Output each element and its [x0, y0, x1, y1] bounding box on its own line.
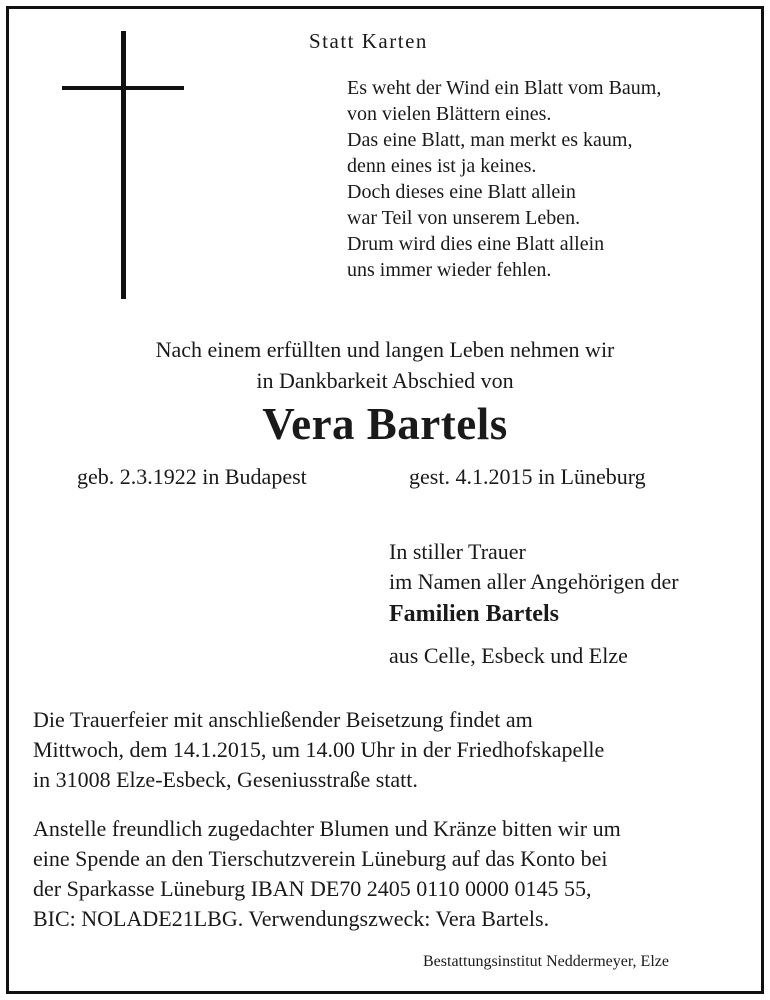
poem-line: Das eine Blatt, man merkt es kaum,	[347, 129, 633, 151]
ceremony-paragraph	[33, 705, 604, 795]
ceremony-line: Mittwoch, dem 14.1.2015, um 14.00 Uhr in der Friedhofskapelle	[33, 737, 605, 762]
mourners-line: im Namen aller Angehörigen der	[389, 569, 679, 594]
intro-line: in Dankbarkeit Abschied von	[256, 368, 514, 393]
donation-line: eine Spende an den Tierschutzverein Lüneburg auf das Konto bei	[33, 846, 608, 871]
birth-info: geb. 2.3.1922 in Budapest	[77, 464, 307, 489]
poem-line: uns immer wieder fehlen.	[347, 259, 552, 281]
poem	[347, 75, 661, 283]
statt-karten-heading: Statt Karten	[309, 29, 428, 53]
poem-line: von vielen Blättern eines.	[347, 103, 552, 125]
poem-line: Doch dieses eine Blatt allein	[347, 181, 576, 203]
poem-line: denn eines ist ja keines.	[347, 155, 537, 177]
donation-line: Anstelle freundlich zugedachter Blumen und Kränze bitten wir um	[33, 816, 621, 841]
death-info: gest. 4.1.2015 in Lüneburg	[409, 464, 646, 489]
cross-icon-bar	[62, 86, 184, 90]
poem-line: Es weht der Wind ein Blatt vom Baum,	[347, 77, 662, 99]
mourners-line: aus Celle, Esbeck und Elze	[389, 643, 628, 668]
ceremony-line: Die Trauerfeier mit anschließender Beisetzung findet am	[33, 707, 533, 732]
obituary-notice	[6, 6, 764, 994]
mourners-line: In stiller Trauer	[389, 539, 526, 564]
deceased-name: Vera Bartels	[262, 399, 508, 449]
intro-line: Nach einem erfüllten und langen Leben nehmen wir	[155, 337, 615, 362]
cross-icon	[121, 31, 126, 299]
poem-line: Drum wird dies eine Blatt allein	[347, 233, 605, 255]
intro-text	[9, 334, 761, 396]
poem-line: war Teil von unserem Leben.	[347, 207, 581, 229]
donation-line: BIC: NOLADE21LBG. Verwendungszweck: Vera Bartels.	[33, 906, 550, 931]
undertaker-credit: Bestattungsinstitut Neddermeyer, Elze	[423, 953, 669, 970]
donation-paragraph	[33, 814, 621, 934]
donation-line: der Sparkasse Lüneburg IBAN DE70 2405 0110 0000 0145 55,	[33, 876, 592, 901]
ceremony-line: in 31008 Elze-Esbeck, Geseniusstraße statt.	[33, 767, 418, 792]
family-name: Familien Bartels	[389, 601, 559, 627]
